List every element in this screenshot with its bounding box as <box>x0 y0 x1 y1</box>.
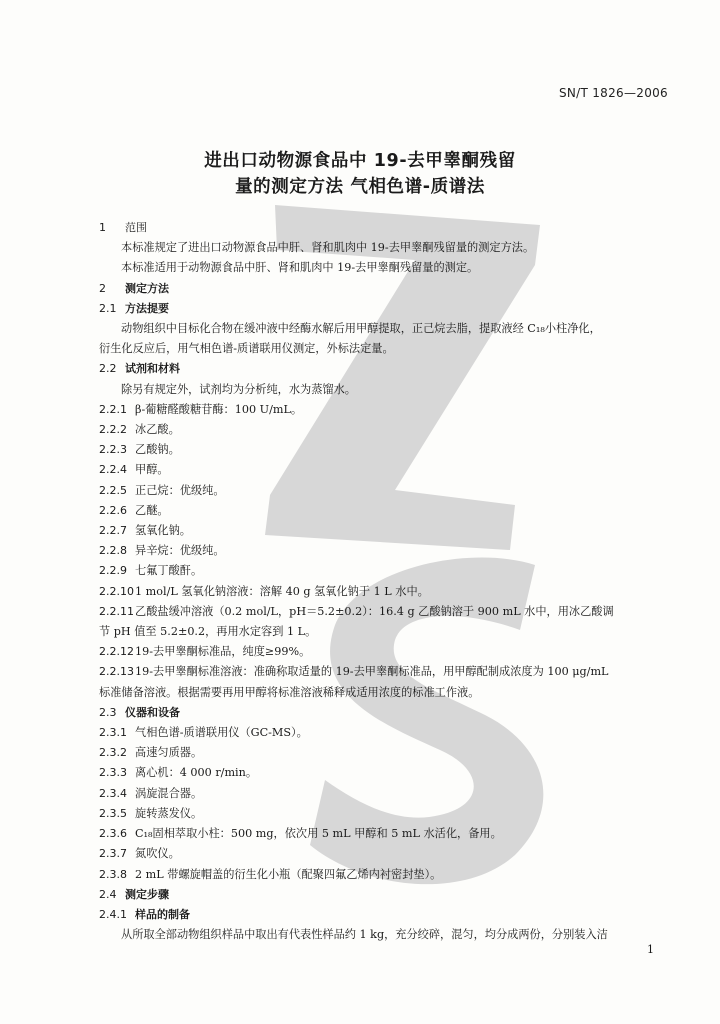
clause-item <box>99 723 669 743</box>
clause-text: 乙酸钠。 <box>135 443 180 457</box>
clause-text: 气相色谱-质谱联用仪（GC-MS）。 <box>135 726 308 740</box>
section-number: 2.2 <box>99 362 117 376</box>
clause-item <box>99 662 669 682</box>
standard-number: SN/T 1826—2006 <box>558 86 668 100</box>
clause-item <box>99 440 669 460</box>
clause-item <box>99 400 669 420</box>
clause-number: 2.2.3 <box>99 443 127 457</box>
paragraph-line: 本标准规定了进出口动物源食品中肝、肾和肌肉中 19-去甲睾酮残留量的测定方法。 <box>121 241 535 255</box>
clause-number: 2.2.10 <box>99 584 134 598</box>
clause-text: 高速匀质器。 <box>135 746 203 760</box>
section-heading <box>99 299 669 319</box>
clause-item <box>99 481 669 501</box>
clause-text: β-葡糖醛酸糖苷酶：100 U/mL。 <box>135 402 303 416</box>
section-title: 测定步骤 <box>125 887 169 901</box>
clause-number: 2.3.1 <box>99 726 127 740</box>
clause-text: 冰乙酸。 <box>135 423 180 437</box>
clause-text: 乙酸盐缓冲溶液（0.2 mol/L，pH＝5.2±0.2）：16.4 g 乙酸钠溶于 900 mL 水中，用冰乙酸调 <box>135 604 614 618</box>
continuation-line: 节 pH 值至 5.2±0.2，再用水定容到 1 L。 <box>99 625 317 639</box>
clause-number: 2.2.5 <box>99 483 127 497</box>
clause-item <box>99 743 669 763</box>
clause-item <box>99 804 669 824</box>
clause-text: 正己烷：优级纯。 <box>135 483 225 497</box>
clause-number: 2.2.13 <box>99 665 134 679</box>
clause-text: 异辛烷：优级纯。 <box>135 544 225 558</box>
clause-text: 1 mol/L 氢氧化钠溶液：溶解 40 g 氢氧化钠于 1 L 水中。 <box>135 584 429 598</box>
clause-number: 2.2.11 <box>99 604 134 618</box>
clause-number: 2.2.7 <box>99 524 127 538</box>
clause-item <box>99 420 669 440</box>
clause-item <box>99 763 669 783</box>
clause-item <box>99 844 669 864</box>
section-number: 2.4 <box>99 887 117 901</box>
clause-text: 2 mL 带螺旋帽盖的衍生化小瓶（配聚四氟乙烯内衬密封垫）。 <box>135 867 442 881</box>
clause-text: 氮吹仪。 <box>135 847 180 861</box>
section-title: 仪器和设备 <box>125 705 180 719</box>
section-number: 2 <box>99 281 106 295</box>
clause-text: 乙醚。 <box>135 503 169 517</box>
clause-text: 19-去甲睾酮标准溶液：准确称取适量的 19-去甲睾酮标准品，用甲醇配制成浓度为 100 μg/mL <box>135 665 609 679</box>
clause-text: 氢氧化钠。 <box>135 524 191 538</box>
clause-number: 2.3.8 <box>99 867 127 881</box>
clause-item <box>99 460 669 480</box>
clause-item <box>99 501 669 521</box>
clause-text: 旋转蒸发仪。 <box>135 806 203 820</box>
clause-item <box>99 541 669 561</box>
clause-number: 2.3.7 <box>99 847 127 861</box>
clause-number: 2.2.2 <box>99 423 127 437</box>
clause-item <box>99 521 669 541</box>
continuation-line: 标准储备溶液。根据需要再用甲醇将标准溶液稀释成适用浓度的标准工作液。 <box>99 685 480 699</box>
section-heading <box>99 885 669 905</box>
page-number: 1 <box>647 943 654 956</box>
clause-number: 2.3.4 <box>99 786 127 800</box>
clause-number: 2.3.6 <box>99 827 127 841</box>
section-heading <box>99 279 669 299</box>
document-title-line-2: 量的测定方法 气相色谱-质谱法 <box>235 177 485 197</box>
section-heading <box>99 703 669 723</box>
continuation-line: 衍生化反应后，用气相色谱-质谱联用仪测定，外标法定量。 <box>99 342 394 356</box>
clause-item <box>99 602 669 622</box>
clause-number: 2.2.1 <box>99 402 127 416</box>
section-number: 2.1 <box>99 301 117 315</box>
clause-text: 甲醇。 <box>135 463 169 477</box>
paragraph-line: 动物组织中目标化合物在缓冲液中经酶水解后用甲醇提取，正己烷去脂，提取液经 C₁₈小柱净化， <box>121 322 601 336</box>
clause-number: 2.3.3 <box>99 766 127 780</box>
document-body <box>99 218 669 945</box>
section-number: 1 <box>99 221 106 234</box>
section-title: 试剂和材料 <box>125 362 180 376</box>
clause-number: 2.2.6 <box>99 503 127 517</box>
clause-number: 2.2.9 <box>99 564 127 578</box>
clause-text: 七氟丁酸酐。 <box>135 564 203 578</box>
clause-text: 离心机：4 000 r/min。 <box>135 766 258 780</box>
section-title: 范围 <box>125 221 147 234</box>
section-heading <box>99 905 669 925</box>
clause-number: 2.2.8 <box>99 544 127 558</box>
paragraph-line: 本标准适用于动物源食品中肝、肾和肌肉中 19-去甲睾酮残留量的测定。 <box>121 261 479 275</box>
clause-number: 2.2.4 <box>99 463 127 477</box>
clause-item <box>99 824 669 844</box>
section-title: 样品的制备 <box>135 907 190 921</box>
paragraph-line: 除另有规定外，试剂均为分析纯，水为蒸馏水。 <box>121 382 356 396</box>
clause-item <box>99 865 669 885</box>
paragraph-line: 从所取全部动物组织样品中取出有代表性样品约 1 kg，充分绞碎，混匀，均分成两份，分别装入洁 <box>121 928 608 942</box>
clause-number: 2.3.2 <box>99 746 127 760</box>
clause-number: 2.3.5 <box>99 806 127 820</box>
section-heading <box>99 218 669 238</box>
clause-item <box>99 582 669 602</box>
section-title: 测定方法 <box>125 281 169 295</box>
section-title: 方法提要 <box>125 301 169 315</box>
section-heading <box>99 359 669 379</box>
clause-number: 2.2.12 <box>99 645 134 659</box>
clause-item <box>99 642 669 662</box>
clause-text: 19-去甲睾酮标准品，纯度≥99%。 <box>135 645 311 659</box>
clause-item <box>99 784 669 804</box>
clause-text: C₁₈固相萃取小柱：500 mg，依次用 5 mL 甲醇和 5 mL 水活化，备用。 <box>135 827 502 841</box>
clause-item <box>99 561 669 581</box>
document-title-line-1: 进出口动物源食品中 19-去甲睾酮残留 <box>204 151 516 171</box>
section-number: 2.3 <box>99 705 117 719</box>
clause-text: 涡旋混合器。 <box>135 786 203 800</box>
section-number: 2.4.1 <box>99 907 127 921</box>
